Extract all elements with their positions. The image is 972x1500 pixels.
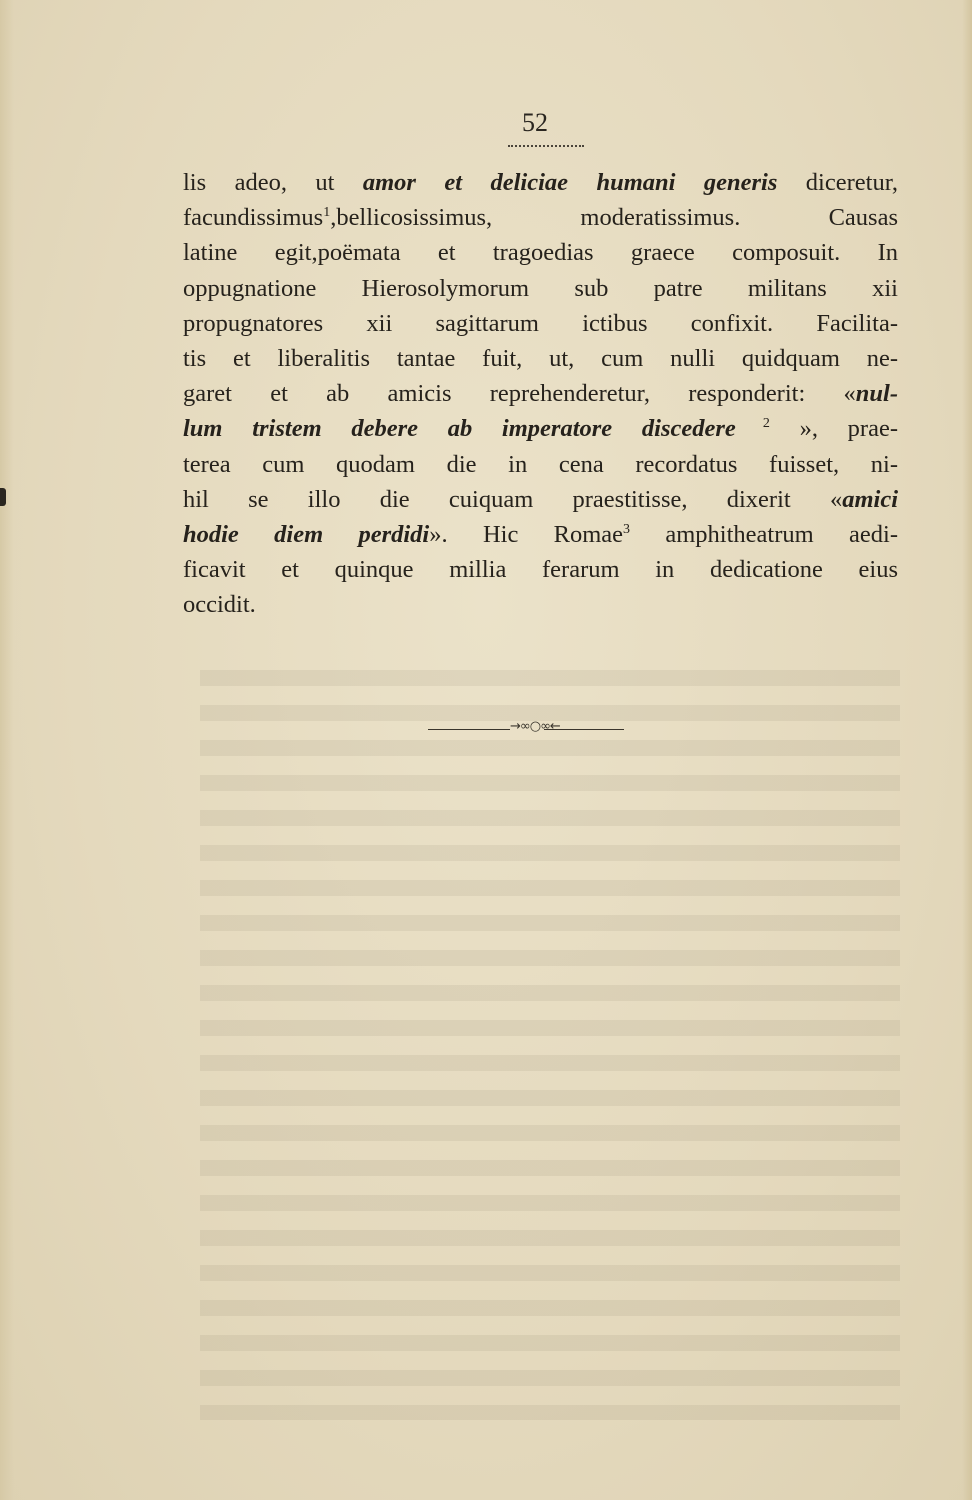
text-line: lum tristem debere ab imperatore discedere $^2$ », prae- (183, 415, 898, 443)
text-line: lis adeo, ut amor et deliciae humani generis diceretur, (183, 169, 898, 196)
page-number-rule (508, 145, 584, 147)
text-line: terea cum quodam die in cena recordatus fuisset, ni- (183, 450, 898, 478)
page-edge-right (962, 0, 972, 1500)
footnote-marker: 1 (323, 205, 331, 221)
text-line: tis et liberalitis tantae fuit, ut, cum nulli quidquam ne- (183, 345, 898, 373)
text-line: oppugnatione Hierosolymorum sub patre militans xii (183, 274, 898, 302)
text-line: latine egit,poëmata et tragoedias graece composuit. In (183, 239, 898, 267)
ornament-rule-right (544, 729, 624, 730)
page-number: 52 (522, 108, 548, 137)
binding-mark (0, 488, 6, 506)
ornament-rule-left (428, 729, 510, 730)
ornament-glyph: →∞○∞← (510, 719, 560, 734)
section-end-ornament (428, 719, 624, 738)
text-line: occidit. (183, 591, 256, 619)
text-line: hodie diem perdidi». Hic Romae$^3$ amphitheatrum aedi- (183, 521, 898, 549)
text-line: facundissimus$^1$,bellicosissimus, moderatissimus. Causas (183, 204, 898, 232)
page-edge-left (0, 0, 14, 1500)
text-line: propugnatores xii sagittarum ictibus confixit. Facilita- (183, 309, 898, 337)
footnote-marker: 2 (735, 416, 770, 432)
footnote-marker: 3 (623, 522, 631, 538)
text-line: hil se illo die cuiquam praestitisse, dixerit «amici (183, 485, 898, 513)
text-line: ficavit et quinque millia ferarum in dedicatione eius (183, 556, 898, 584)
bleed-through-text (200, 660, 900, 1420)
text-line: garet et ab amicis reprehenderetur, responderit: «nul- (183, 380, 898, 408)
body-text (183, 165, 898, 623)
